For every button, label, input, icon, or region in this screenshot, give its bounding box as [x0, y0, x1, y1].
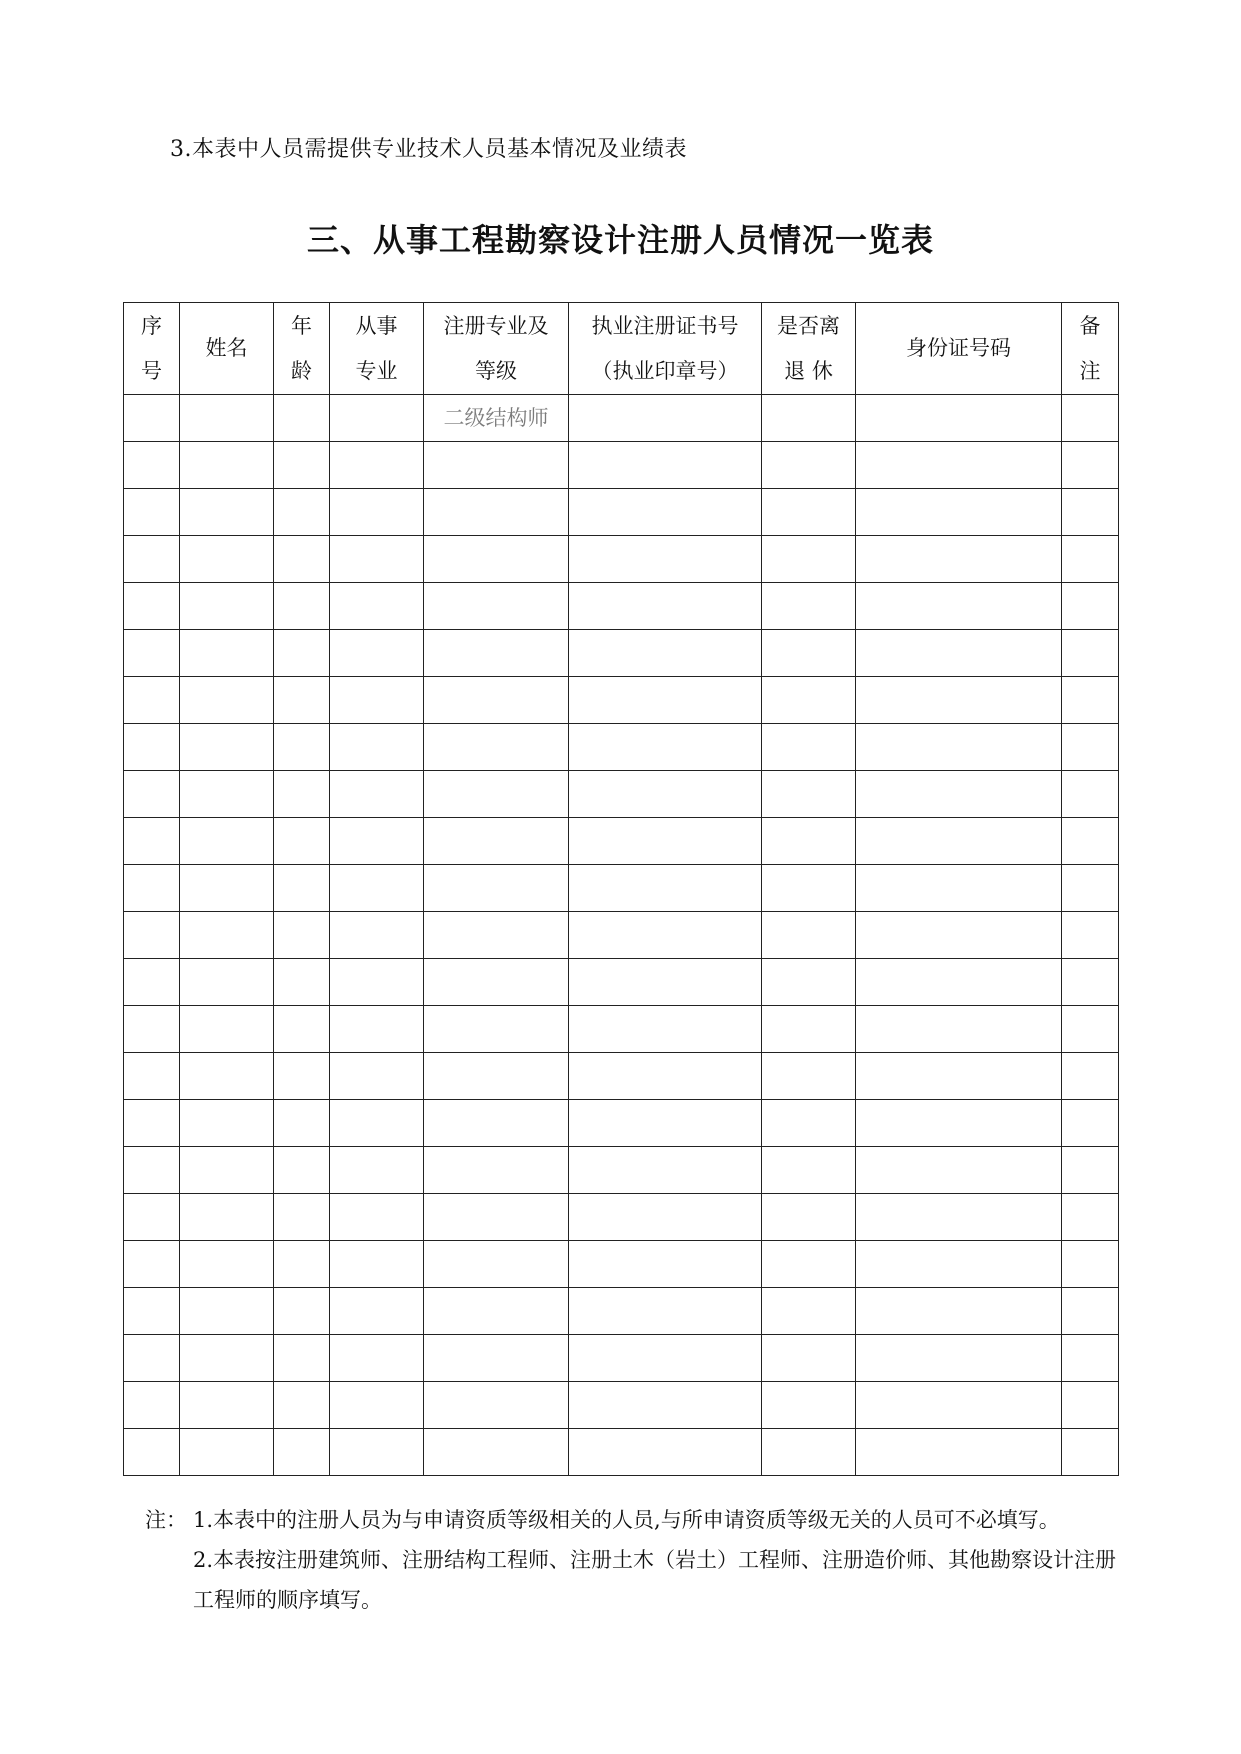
table-cell[interactable]: [424, 1194, 569, 1241]
table-header-row: [124, 303, 1119, 395]
table-cell[interactable]: [762, 583, 856, 630]
table-cell[interactable]: [569, 583, 762, 630]
table-cell[interactable]: [124, 1053, 180, 1100]
table-row: [124, 959, 1119, 1006]
table-cell[interactable]: [124, 395, 180, 442]
table-cell[interactable]: [180, 1147, 274, 1194]
table-cell[interactable]: [856, 1100, 1062, 1147]
table-cell[interactable]: [1062, 677, 1119, 724]
table-cell[interactable]: [424, 1100, 569, 1147]
table-cell[interactable]: [856, 583, 1062, 630]
table-row: [124, 1053, 1119, 1100]
table-cell[interactable]: [762, 1147, 856, 1194]
table-cell[interactable]: [424, 489, 569, 536]
table-cell[interactable]: [569, 912, 762, 959]
table-cell[interactable]: [424, 959, 569, 1006]
table-cell[interactable]: [1062, 818, 1119, 865]
table-cell[interactable]: [762, 536, 856, 583]
table-cell[interactable]: [330, 1429, 424, 1476]
table-cell[interactable]: [180, 583, 274, 630]
table-row: [124, 677, 1119, 724]
table-cell[interactable]: [856, 865, 1062, 912]
table-cell[interactable]: [124, 630, 180, 677]
table-cell[interactable]: [330, 1147, 424, 1194]
table-cell[interactable]: [424, 912, 569, 959]
table-cell[interactable]: [856, 959, 1062, 1006]
table-cell[interactable]: [424, 771, 569, 818]
table-cell[interactable]: [330, 771, 424, 818]
table-cell[interactable]: [124, 1006, 180, 1053]
table-cell[interactable]: [180, 1006, 274, 1053]
table-cell[interactable]: [424, 724, 569, 771]
table-cell[interactable]: [424, 818, 569, 865]
table-cell[interactable]: [274, 1335, 330, 1382]
table-cell[interactable]: [330, 395, 424, 442]
table-cell[interactable]: [274, 1100, 330, 1147]
table-cell[interactable]: [180, 536, 274, 583]
table-cell[interactable]: [856, 1053, 1062, 1100]
table-cell[interactable]: [180, 489, 274, 536]
header-retired: 是否离 退 休: [762, 303, 856, 395]
table-cell[interactable]: [180, 1335, 274, 1382]
table-cell[interactable]: [274, 1006, 330, 1053]
footnote-item-1: 1.本表中的注册人员为与申请资质等级相关的人员,与所申请资质等级无关的人员可不必填写。: [193, 1508, 1060, 1532]
table-cell[interactable]: [762, 959, 856, 1006]
table-row: [124, 1288, 1119, 1335]
header-certificate-no: 执业注册证书号 （执业印章号）: [569, 303, 762, 395]
table-cell[interactable]: [569, 724, 762, 771]
header-remarks: 备 注: [1062, 303, 1119, 395]
table-cell[interactable]: [1062, 959, 1119, 1006]
table-cell[interactable]: [856, 677, 1062, 724]
table-row: [124, 1382, 1119, 1429]
table-cell[interactable]: [180, 1241, 274, 1288]
table-cell[interactable]: [856, 395, 1062, 442]
header-id-number: 身份证号码: [856, 303, 1062, 395]
table-cell[interactable]: [569, 630, 762, 677]
table-cell[interactable]: [424, 630, 569, 677]
table-cell[interactable]: [1062, 489, 1119, 536]
table-row: [124, 865, 1119, 912]
table-cell[interactable]: [330, 724, 424, 771]
table-row: [124, 1194, 1119, 1241]
table-cell[interactable]: [424, 1429, 569, 1476]
table-row: [124, 818, 1119, 865]
table-cell[interactable]: [424, 1053, 569, 1100]
table-cell[interactable]: [856, 442, 1062, 489]
table-row: [124, 1241, 1119, 1288]
table-cell[interactable]: [424, 865, 569, 912]
table-cell[interactable]: [762, 912, 856, 959]
table-cell[interactable]: [330, 1335, 424, 1382]
table-cell[interactable]: [1062, 1335, 1119, 1382]
table-cell[interactable]: [1062, 1147, 1119, 1194]
table-cell[interactable]: [856, 630, 1062, 677]
table-cell[interactable]: [330, 489, 424, 536]
table-cell[interactable]: [424, 1147, 569, 1194]
table-cell[interactable]: [569, 1429, 762, 1476]
footnote-item-2: 2.本表按注册建筑师、注册结构工程师、注册土木（岩土）工程师、注册造价师、其他勘察设计注册工程师的顺序填写。: [193, 1548, 1117, 1612]
table-cell[interactable]: [180, 630, 274, 677]
table-cell[interactable]: [762, 724, 856, 771]
table-cell[interactable]: [180, 1194, 274, 1241]
header-serial-no: 序 号: [124, 303, 180, 395]
table-row: [124, 1100, 1119, 1147]
table-cell[interactable]: [569, 442, 762, 489]
table-cell[interactable]: [124, 489, 180, 536]
table-cell[interactable]: [124, 771, 180, 818]
table-cell[interactable]: [569, 865, 762, 912]
table-row: [124, 724, 1119, 771]
table-cell[interactable]: [180, 1053, 274, 1100]
table-cell[interactable]: [1062, 583, 1119, 630]
table-cell[interactable]: [856, 1382, 1062, 1429]
table-cell[interactable]: [856, 1335, 1062, 1382]
table-cell[interactable]: [330, 1241, 424, 1288]
table-row: [124, 912, 1119, 959]
table-cell[interactable]: [124, 677, 180, 724]
table-cell[interactable]: [274, 865, 330, 912]
table-cell[interactable]: [330, 865, 424, 912]
table-cell[interactable]: [180, 959, 274, 1006]
table-cell[interactable]: [124, 1288, 180, 1335]
table-row: [124, 489, 1119, 536]
table-cell[interactable]: [1062, 442, 1119, 489]
table-cell[interactable]: [274, 395, 330, 442]
table-cell[interactable]: [762, 1053, 856, 1100]
table-cell[interactable]: [180, 677, 274, 724]
table-cell[interactable]: [180, 1100, 274, 1147]
table-cell[interactable]: [124, 1100, 180, 1147]
table-cell[interactable]: [274, 1288, 330, 1335]
page-title: 三、从事工程勘察设计注册人员情况一览表: [306, 221, 934, 259]
table-cell[interactable]: [1062, 1382, 1119, 1429]
table-cell[interactable]: [762, 1241, 856, 1288]
table-cell[interactable]: [180, 442, 274, 489]
table-cell[interactable]: [1062, 724, 1119, 771]
table-cell[interactable]: [424, 583, 569, 630]
table-row: [124, 630, 1119, 677]
table-cell[interactable]: [1062, 1053, 1119, 1100]
table-cell[interactable]: [180, 771, 274, 818]
table-cell[interactable]: [274, 1194, 330, 1241]
table-cell[interactable]: [124, 724, 180, 771]
table-cell[interactable]: [762, 1100, 856, 1147]
table-cell[interactable]: [569, 1288, 762, 1335]
table-cell[interactable]: [274, 1382, 330, 1429]
table-cell[interactable]: [569, 1006, 762, 1053]
table-row: [124, 536, 1119, 583]
table-cell[interactable]: [1062, 865, 1119, 912]
table-cell[interactable]: [569, 1382, 762, 1429]
table-cell[interactable]: [180, 1429, 274, 1476]
registered-personnel-table: [123, 302, 1119, 1476]
table-cell[interactable]: [124, 536, 180, 583]
table-cell[interactable]: [274, 1429, 330, 1476]
table-row: [124, 1006, 1119, 1053]
table-cell[interactable]: [856, 489, 1062, 536]
table-cell[interactable]: [274, 1241, 330, 1288]
table-cell[interactable]: [330, 536, 424, 583]
table-row: [124, 1147, 1119, 1194]
table-cell[interactable]: [856, 1147, 1062, 1194]
table-row: [124, 395, 1119, 442]
table-cell[interactable]: [1062, 630, 1119, 677]
table-cell[interactable]: [856, 1006, 1062, 1053]
table-cell[interactable]: [762, 1335, 856, 1382]
table-cell[interactable]: [330, 1053, 424, 1100]
table-cell[interactable]: [274, 912, 330, 959]
table-cell[interactable]: [124, 1382, 180, 1429]
table-cell[interactable]: [1062, 1288, 1119, 1335]
table-cell[interactable]: [569, 959, 762, 1006]
table-cell[interactable]: [424, 395, 569, 442]
table-cell[interactable]: [180, 818, 274, 865]
table-cell[interactable]: [424, 536, 569, 583]
table-cell[interactable]: [569, 489, 762, 536]
table-cell[interactable]: [762, 1429, 856, 1476]
table-cell[interactable]: [569, 1147, 762, 1194]
table-cell[interactable]: [330, 1382, 424, 1429]
table-cell[interactable]: [124, 912, 180, 959]
table-cell[interactable]: [569, 1194, 762, 1241]
table-cell[interactable]: [424, 1006, 569, 1053]
table-cell[interactable]: [330, 677, 424, 724]
table-cell[interactable]: [1062, 536, 1119, 583]
table-cell[interactable]: [274, 630, 330, 677]
table-cell[interactable]: [124, 1429, 180, 1476]
table-cell[interactable]: [330, 630, 424, 677]
table-row: [124, 771, 1119, 818]
table-cell[interactable]: [424, 442, 569, 489]
table-cell[interactable]: [569, 771, 762, 818]
table-cell[interactable]: [856, 1288, 1062, 1335]
table-cell[interactable]: [569, 1053, 762, 1100]
table-cell[interactable]: [856, 1429, 1062, 1476]
table-cell[interactable]: [569, 818, 762, 865]
table-cell[interactable]: [424, 1241, 569, 1288]
table-cell[interactable]: [762, 818, 856, 865]
table-cell[interactable]: [762, 489, 856, 536]
table-cell[interactable]: [424, 1382, 569, 1429]
table-cell[interactable]: [180, 1382, 274, 1429]
table-cell[interactable]: [330, 442, 424, 489]
table-cell[interactable]: [1062, 1194, 1119, 1241]
table-cell[interactable]: [424, 1288, 569, 1335]
table-cell[interactable]: [424, 677, 569, 724]
table-cell[interactable]: [274, 442, 330, 489]
table-cell[interactable]: [274, 724, 330, 771]
table-cell[interactable]: [274, 1053, 330, 1100]
table-cell[interactable]: [274, 771, 330, 818]
table-cell[interactable]: [180, 395, 274, 442]
table-cell[interactable]: [856, 1194, 1062, 1241]
table-row: [124, 1335, 1119, 1382]
table-cell[interactable]: [856, 1241, 1062, 1288]
table-cell[interactable]: [569, 677, 762, 724]
table-cell[interactable]: [124, 1335, 180, 1382]
table-cell[interactable]: [856, 536, 1062, 583]
table-cell[interactable]: [569, 395, 762, 442]
table-row: [124, 583, 1119, 630]
table-cell[interactable]: [330, 583, 424, 630]
table-row: [124, 442, 1119, 489]
table-cell[interactable]: [1062, 1241, 1119, 1288]
table-cell[interactable]: [569, 1100, 762, 1147]
header-specialty: 从事 专业: [330, 303, 424, 395]
table-cell[interactable]: [330, 1288, 424, 1335]
table-cell[interactable]: [856, 724, 1062, 771]
table-cell[interactable]: [569, 1335, 762, 1382]
table-cell[interactable]: [124, 959, 180, 1006]
table-cell[interactable]: [124, 1194, 180, 1241]
table-cell[interactable]: [1062, 771, 1119, 818]
top-note: 3.本表中人员需提供专业技术人员基本情况及业绩表: [170, 137, 687, 162]
table-cell[interactable]: [762, 1006, 856, 1053]
table-cell[interactable]: [330, 1006, 424, 1053]
table-cell[interactable]: [1062, 1100, 1119, 1147]
table-cell[interactable]: [1062, 1429, 1119, 1476]
table-cell[interactable]: [180, 865, 274, 912]
table-cell[interactable]: [330, 1100, 424, 1147]
table-cell[interactable]: [762, 1194, 856, 1241]
table-cell[interactable]: [274, 818, 330, 865]
table-cell[interactable]: [180, 724, 274, 771]
table-cell[interactable]: [180, 912, 274, 959]
table-cell[interactable]: [1062, 912, 1119, 959]
table-cell[interactable]: [762, 677, 856, 724]
table-cell[interactable]: [330, 818, 424, 865]
table-cell[interactable]: [330, 959, 424, 1006]
table-cell[interactable]: [124, 865, 180, 912]
table-cell[interactable]: [180, 1288, 274, 1335]
table-cell[interactable]: [274, 583, 330, 630]
header-name: 姓名: [180, 303, 274, 395]
table-cell[interactable]: [569, 1241, 762, 1288]
table-cell[interactable]: [274, 536, 330, 583]
table-cell[interactable]: [1062, 1006, 1119, 1053]
table-cell[interactable]: [330, 1194, 424, 1241]
table-cell[interactable]: [856, 818, 1062, 865]
header-registration-grade: 注册专业及 等级: [424, 303, 569, 395]
table-cell[interactable]: [274, 489, 330, 536]
table-cell[interactable]: [762, 1288, 856, 1335]
footnotes: [145, 1500, 1135, 1620]
table-cell[interactable]: [274, 959, 330, 1006]
table-cell[interactable]: [762, 395, 856, 442]
table-cell[interactable]: [1062, 395, 1119, 442]
table-cell[interactable]: [856, 912, 1062, 959]
table-cell[interactable]: [124, 583, 180, 630]
table-cell[interactable]: [124, 1241, 180, 1288]
table-cell[interactable]: [762, 771, 856, 818]
table-cell[interactable]: [124, 1147, 180, 1194]
table-cell[interactable]: [856, 771, 1062, 818]
table-cell[interactable]: [124, 442, 180, 489]
header-age: 年 龄: [274, 303, 330, 395]
table-cell[interactable]: [762, 630, 856, 677]
table-cell[interactable]: [762, 865, 856, 912]
table-cell[interactable]: [762, 442, 856, 489]
table-cell[interactable]: [424, 1335, 569, 1382]
grade-hint-text: 二级结构师: [443, 406, 549, 430]
table-cell[interactable]: [124, 818, 180, 865]
footnote-prefix: 注：: [145, 1508, 187, 1532]
table-cell[interactable]: [274, 1147, 330, 1194]
table-cell[interactable]: [330, 912, 424, 959]
table-row: [124, 1429, 1119, 1476]
table-cell[interactable]: [274, 677, 330, 724]
table-cell[interactable]: [762, 1382, 856, 1429]
table-cell[interactable]: [569, 536, 762, 583]
